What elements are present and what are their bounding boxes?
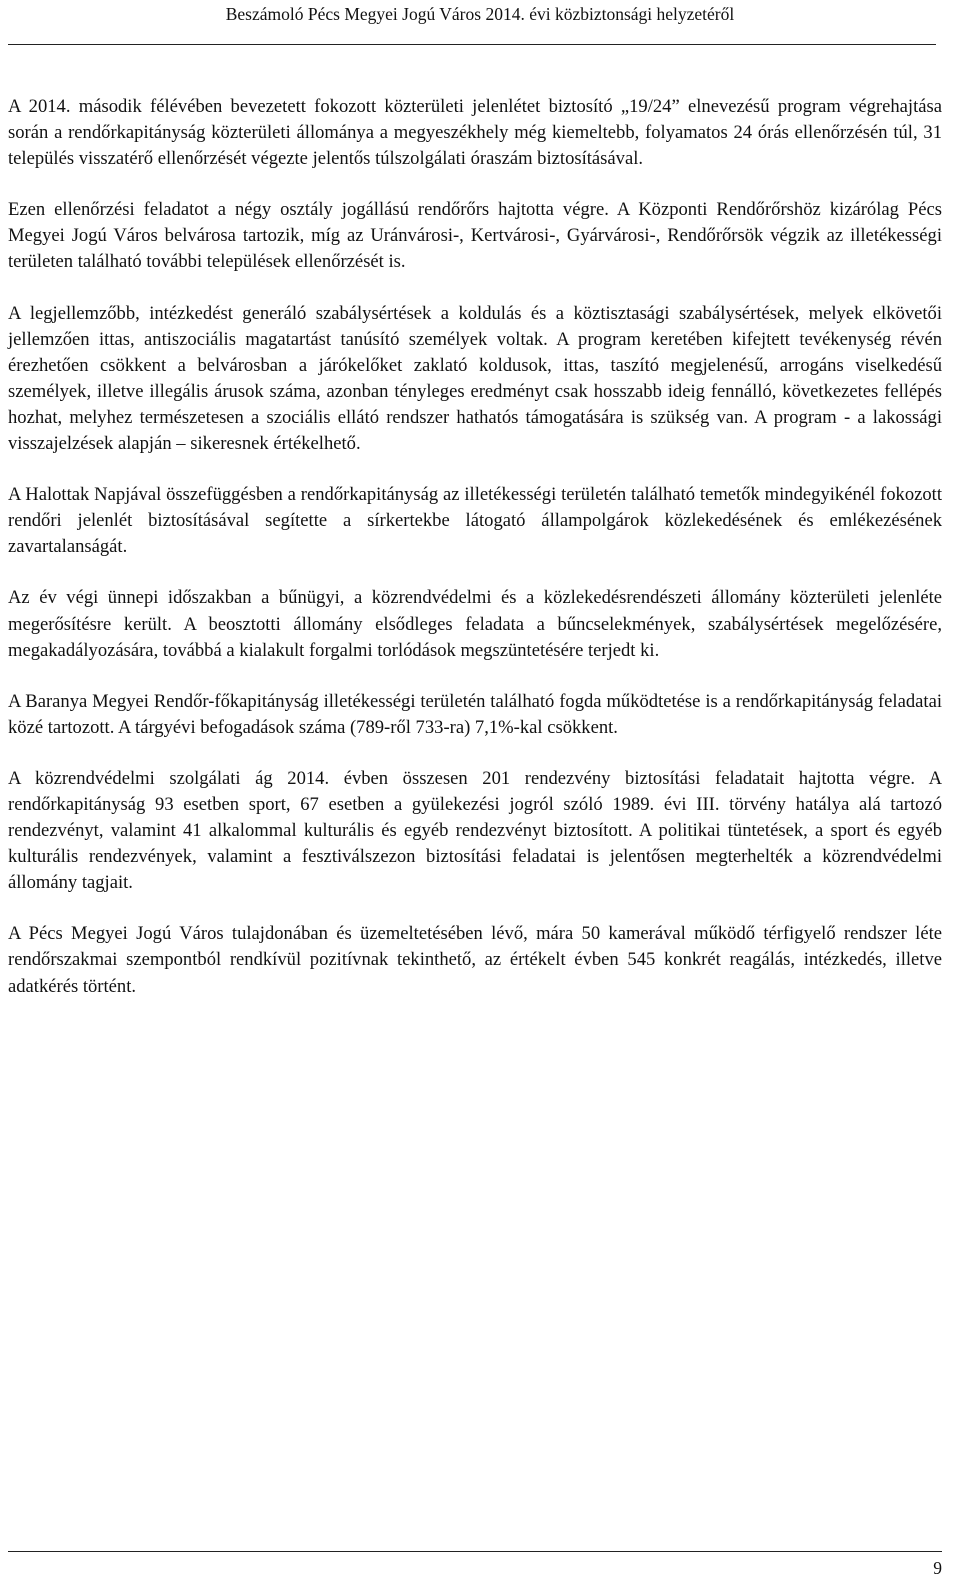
footer-divider [8,1551,942,1552]
header-title: Beszámoló Pécs Megyei Jogú Város 2014. évi közbiztonsági helyzetéről [225,4,735,24]
paragraph-program-19-24: A 2014. második félévében bevezetett fokozott közterületi jelenlétet biztosító „19/24” elnevezésű program végrehajtása során a rendőrkapitányság közterületi állománya a megyeszékhely még kiemeltebb, folyamatos 24 órás ellenőrzésén túl, 31 település visszatérő ellenőrzését végezte jelentős túlszolgálati óraszám biztosításával. [8,96,942,170]
paragraph-police-stations: Ezen ellenőrzési feladatot a négy osztály jogállású rendőrőrs hajtotta végre. A Központi Rendőrőrshöz kizárólag Pécs Megyei Jogú Város belvárosa tartozik, míg az Uránvárosi-, Kertvárosi-, Gyárvárosi-, Rendőrőrsök végzik az illetékességi területen található további települések ellenőrzését is. [8,199,942,273]
page-number: 9 [933,1558,942,1578]
header-divider [8,44,936,45]
paragraph-detention: A Baranya Megyei Rendőr-főkapitányság illetékességi területén található fogda működtetése is a rendőrkapitányság feladatai közé tartozott. A tárgyévi befogadások száma (789-ről 733-ra) 7,1%-kal csökkent. [8,690,942,738]
paragraph-offences: A legjellemzőbb, intézkedést generáló szabálysértések a koldulás és a köztisztasági szabálysértések, melyek elkövetői jellemzően ittas, antiszociális magatartást tanúsító személyek voltak. A program keretében kifejtett tevékenység révén érezhetően csökkent a belvárosban a járókelőket zaklató koldusok, ittas, taszító megjelenésű, arrogáns viselkedésű személyek, illetve illegális árusok száma, azonban tényleges eredményt csak hosszabb ideig fennálló, következetes fellépés hozhat, melyhez természetesen a szociális ellátó rendszer hathatós támogatására is szükség van. A program - a lakossági visszajelzések alapján – sikeresnek értékelhető. [8,302,942,455]
page-header [0,4,960,25]
paragraph-holiday-season: Az év végi ünnepi időszakban a bűnügyi, a közrendvédelmi és a közlekedésrendészeti állomány közterületi jelenléte megerősítésre került. A beosztotti állomány elsődleges feladata a bűncselekmények, szabálysértések megelőzésére, megakadályozására, továbbá a kialakult forgalmi torlódások megszüntetésére terjedt ki. [8,587,942,661]
paragraph-all-souls-day: A Halottak Napjával összefüggésben a rendőrkapitányság az illetékességi területén található temetők mindegyikénél fokozott rendőri jelenlét biztosításával segítette a sírkertekbe látogató állampolgárok közlekedésének és emlékezésének zavartalanságát. [8,484,942,558]
paragraph-cctv: A Pécs Megyei Jogú Város tulajdonában és üzemeltetésében lévő, mára 50 kamerával működő térfigyelő rendszer léte rendőrszakmai szempontból rendkívül pozitívnak tekinthető, az értékelt évben 545 konkrét reagálás, intézkedés, illetve adatkérés történt. [8,923,942,997]
paragraph-events: A közrendvédelmi szolgálati ág 2014. évben összesen 201 rendezvény biztosítási feladatait hajtotta végre. A rendőrkapitányság 93 esetben sport, 67 esetben a gyülekezési jogról szóló 1989. évi III. törvény hatálya alá tartozó rendezvényt, valamint 41 alkalommal kulturális és egyéb rendezvényt biztosított. A politikai tüntetések, a sport és egyéb kulturális rendezvények, valamint a fesztiválszezon biztosítási feladatai is jelentősen megterhelték a közrendvédelmi állomány tagjait. [8,767,942,894]
document-body [8,94,942,1000]
